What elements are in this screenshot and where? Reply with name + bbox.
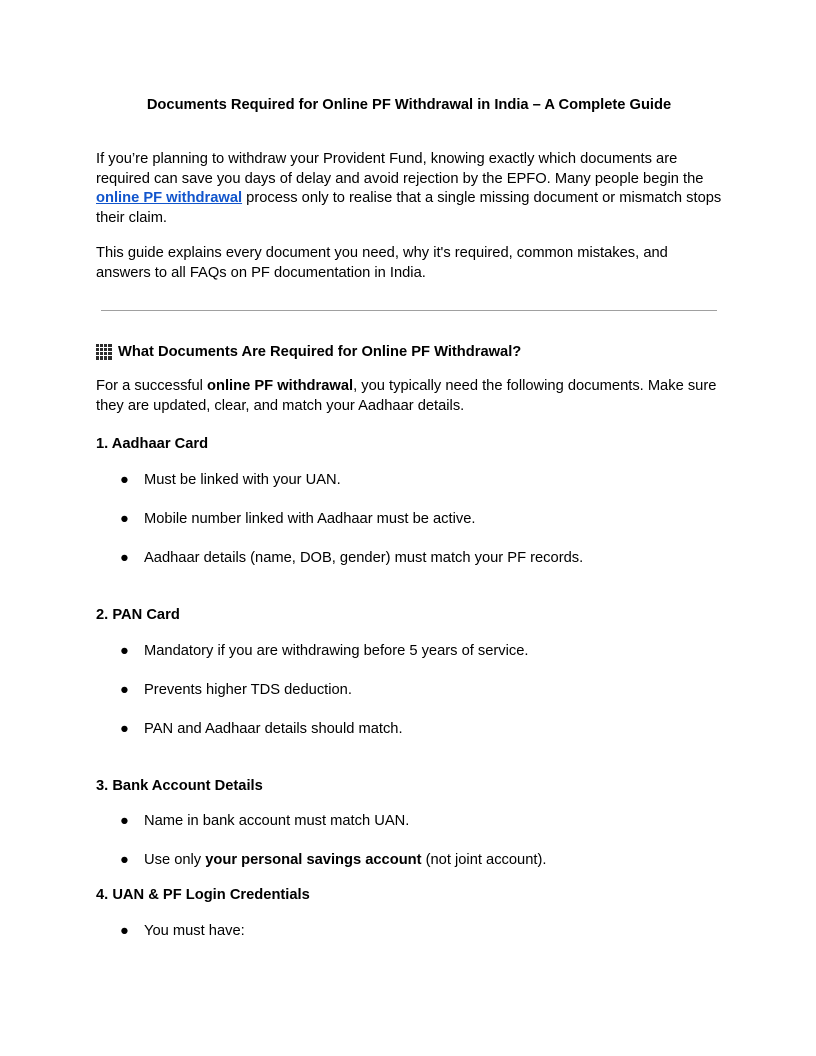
- item-heading-bank: 3. Bank Account Details: [96, 778, 263, 794]
- list-item-text: [144, 851, 546, 869]
- list-item-text: Name in bank account must match UAN.: [144, 813, 410, 829]
- section-intro-bold: online PF withdrawal: [207, 378, 354, 394]
- list-item-text-bold: your personal savings account: [205, 852, 422, 868]
- bullet-dot: ●: [120, 511, 129, 527]
- online-pf-withdrawal-link[interactable]: online PF withdrawal: [96, 190, 243, 206]
- page-title: Documents Required for Online PF Withdrawal in India – A Complete Guide: [146, 97, 672, 113]
- item-heading-uan: 4. UAN & PF Login Credentials: [96, 887, 310, 903]
- list-item-text: Prevents higher TDS deduction.: [144, 682, 352, 698]
- bullet-dot: ●: [120, 643, 129, 659]
- list-item-text: Aadhaar details (name, DOB, gender) must match your PF records.: [144, 550, 584, 566]
- list-item-text: Mobile number linked with Aadhaar must be active.: [144, 511, 476, 527]
- list-item: [120, 681, 720, 699]
- intro-text-start: If you’re planning to withdraw your Provident Fund, knowing exactly which documents are required can save you days of delay and avoid rejection by the EPFO. Many people begin the: [96, 151, 704, 187]
- list-item: [120, 510, 720, 528]
- bullet-dot: ●: [120, 550, 129, 566]
- horizontal-divider: [101, 310, 717, 311]
- bullet-dot: ●: [120, 472, 129, 488]
- intro-text-end: process only to realise that a single missing document or mismatch stops their claim.: [96, 190, 722, 226]
- grid-icon: [96, 344, 112, 360]
- bullet-dot: ●: [120, 852, 129, 868]
- item-heading-aadhaar: 1. Aadhaar Card: [96, 436, 209, 452]
- section-intro-start: For a successful: [96, 378, 208, 394]
- bullet-dot: ●: [120, 923, 129, 939]
- item-heading-pan: 2. PAN Card: [96, 607, 180, 623]
- section-intro-paragraph: [96, 377, 722, 416]
- intro-paragraph: [96, 150, 722, 228]
- bullet-dot: ●: [120, 813, 129, 829]
- list-item-text: PAN and Aadhaar details should match.: [144, 721, 403, 737]
- list-item: [120, 642, 720, 660]
- list-item-text: Must be linked with your UAN.: [144, 472, 341, 488]
- section-heading: [96, 342, 722, 362]
- list-item-text: Mandatory if you are withdrawing before 5 years of service.: [144, 643, 529, 659]
- list-item-text: You must have:: [144, 923, 245, 939]
- list-item: [120, 720, 720, 738]
- list-item-text-start: Use only: [144, 852, 206, 868]
- guide-summary-paragraph: This guide explains every document you need, why it's required, common mistakes, and answers to all FAQs on PF documentation in India.: [96, 245, 668, 281]
- bullet-dot: ●: [120, 682, 129, 698]
- list-item: [120, 471, 720, 489]
- list-item: [120, 549, 720, 567]
- section-intro-end: , you typically need the following documents. Make sure they are updated, clear, and match your Aadhaar details.: [96, 378, 717, 414]
- list-item: [120, 922, 720, 940]
- list-item-text-end: (not joint account).: [421, 852, 547, 868]
- list-item: [120, 812, 720, 830]
- section-heading-text: What Documents Are Required for Online PF Withdrawal?: [118, 344, 522, 360]
- bullet-dot: ●: [120, 721, 129, 737]
- list-item: [120, 851, 720, 869]
